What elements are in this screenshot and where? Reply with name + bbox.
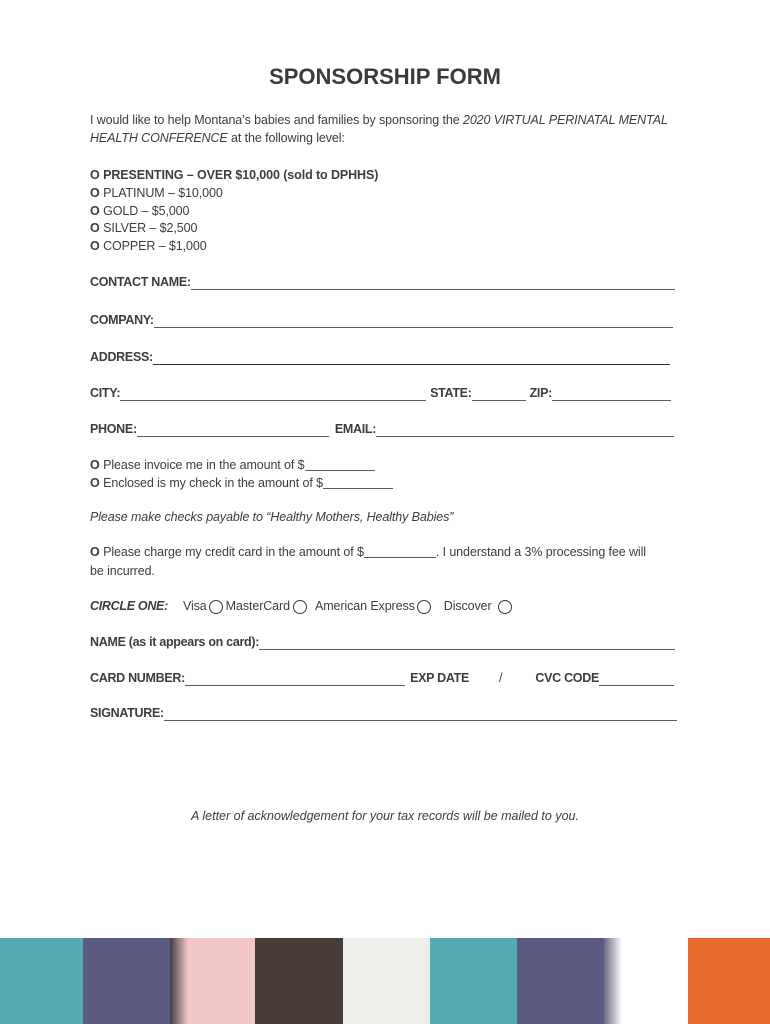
credit-card-option-label: Please charge my credit card in the amount of $ (103, 545, 364, 559)
phone-email-row (90, 421, 674, 439)
color-band-segment (255, 938, 343, 1024)
phone-label: PHONE: (90, 422, 137, 436)
amex-option-circle[interactable] (417, 600, 431, 614)
card-type-amex-label: American Express (314, 599, 415, 614)
zip-field[interactable] (552, 385, 671, 401)
company-label: COMPANY: (90, 313, 154, 327)
phone-field[interactable] (137, 421, 329, 437)
contact-name-field[interactable] (191, 274, 675, 290)
level-platinum-selector[interactable]: O (90, 185, 100, 200)
check-option-row (90, 474, 393, 492)
check-option-selector[interactable]: O (90, 476, 100, 490)
level-label: SILVER – $2,500 (103, 221, 198, 236)
company-field[interactable] (154, 312, 673, 328)
circle-one-label: CIRCLE ONE: (90, 599, 168, 614)
level-option-silver (90, 220, 378, 238)
card-type-discover-label: Discover (443, 599, 492, 614)
color-band-segment (430, 938, 517, 1024)
address-row (90, 349, 670, 367)
color-band-segment (604, 938, 688, 1024)
card-number-label: CARD NUMBER: (90, 671, 186, 685)
level-option-presenting (90, 167, 378, 185)
check-amount-field[interactable] (323, 488, 393, 489)
color-band-segment (517, 938, 604, 1024)
cvc-code-field[interactable] (599, 670, 674, 686)
color-band-segment (0, 938, 83, 1024)
zip-label: ZIP: (529, 386, 552, 400)
mastercard-option-circle[interactable] (293, 600, 307, 614)
check-option-label: Enclosed is my check in the amount of $ (103, 476, 323, 490)
company-row (90, 312, 673, 330)
sponsorship-levels (90, 167, 378, 256)
city-state-zip-row (90, 385, 671, 403)
signature-label: SIGNATURE: (90, 706, 164, 720)
visa-option-circle[interactable] (209, 600, 223, 614)
card-number-row (90, 670, 674, 688)
intro-text-end: at the following level: (231, 130, 345, 145)
cvc-code-label: CVC CODE (535, 671, 599, 685)
invoice-option-selector[interactable]: O (90, 458, 100, 472)
credit-card-fee-note: . I understand a 3% processing fee will be incurred. (90, 545, 646, 578)
intro-text: I would like to help Montana’s babies and families by sponsoring the (90, 113, 460, 127)
acknowledgement-note: A letter of acknowledgement for your tax records will be mailed to you. (191, 809, 579, 823)
invoice-option-row (90, 456, 375, 474)
level-label: COPPER – $1,000 (103, 239, 207, 253)
card-type-row (90, 598, 512, 616)
level-label: GOLD – $5,000 (103, 203, 190, 218)
intro-paragraph (90, 112, 682, 147)
color-band-segment (343, 938, 430, 1024)
level-label: PLATINUM – $10,000 (103, 185, 223, 200)
address-label: ADDRESS: (90, 350, 153, 364)
color-band-segment (170, 938, 255, 1024)
cardholder-name-row (90, 634, 675, 652)
signature-row (90, 705, 677, 723)
color-band-segment (83, 938, 170, 1024)
state-label: STATE: (430, 386, 472, 400)
color-band-segment (688, 938, 770, 1024)
exp-date-label: EXP DATE (410, 671, 470, 685)
level-option-copper (90, 238, 378, 256)
invoice-option-label: Please invoice me in the amount of $ (103, 458, 305, 472)
credit-card-amount-field[interactable] (364, 557, 436, 558)
color-band (0, 938, 770, 1024)
invoice-amount-field[interactable] (305, 470, 375, 471)
cardholder-name-label: NAME (as it appears on card): (90, 635, 260, 649)
city-label: CITY: (90, 386, 121, 400)
level-presenting-selector[interactable]: O (90, 168, 100, 182)
discover-option-circle[interactable] (498, 600, 512, 614)
contact-name-label: CONTACT NAME: (90, 275, 191, 289)
credit-card-option-selector[interactable]: O (90, 545, 100, 559)
checks-payable-note: Please make checks payable to “Healthy Mothers, Healthy Babies” (90, 510, 454, 524)
page-title: SPONSORSHIP FORM (269, 64, 501, 89)
address-field[interactable] (153, 349, 670, 365)
level-gold-selector[interactable]: O (90, 203, 100, 218)
contact-name-row (90, 274, 675, 292)
signature-field[interactable] (164, 705, 677, 721)
level-option-gold (90, 203, 378, 221)
card-type-visa-label: Visa (182, 599, 207, 614)
level-label: PRESENTING – OVER $10,000 (sold to DPHHS) (103, 168, 379, 182)
email-field[interactable] (376, 421, 674, 437)
credit-card-option (90, 543, 657, 581)
city-field[interactable] (120, 385, 426, 401)
cardholder-name-field[interactable] (259, 634, 675, 650)
level-option-platinum (90, 185, 378, 203)
card-type-mastercard-label: MasterCard (225, 599, 290, 614)
state-field[interactable] (472, 385, 526, 401)
exp-date-separator: / (499, 671, 503, 685)
email-label: EMAIL: (334, 422, 377, 436)
level-copper-selector[interactable]: O (90, 239, 100, 253)
level-silver-selector[interactable]: O (90, 221, 100, 236)
card-number-field[interactable] (185, 670, 405, 686)
conference-name: 2020 VIRTUAL PERINATAL MENTAL HEALTH CONFERENCE (90, 113, 668, 145)
